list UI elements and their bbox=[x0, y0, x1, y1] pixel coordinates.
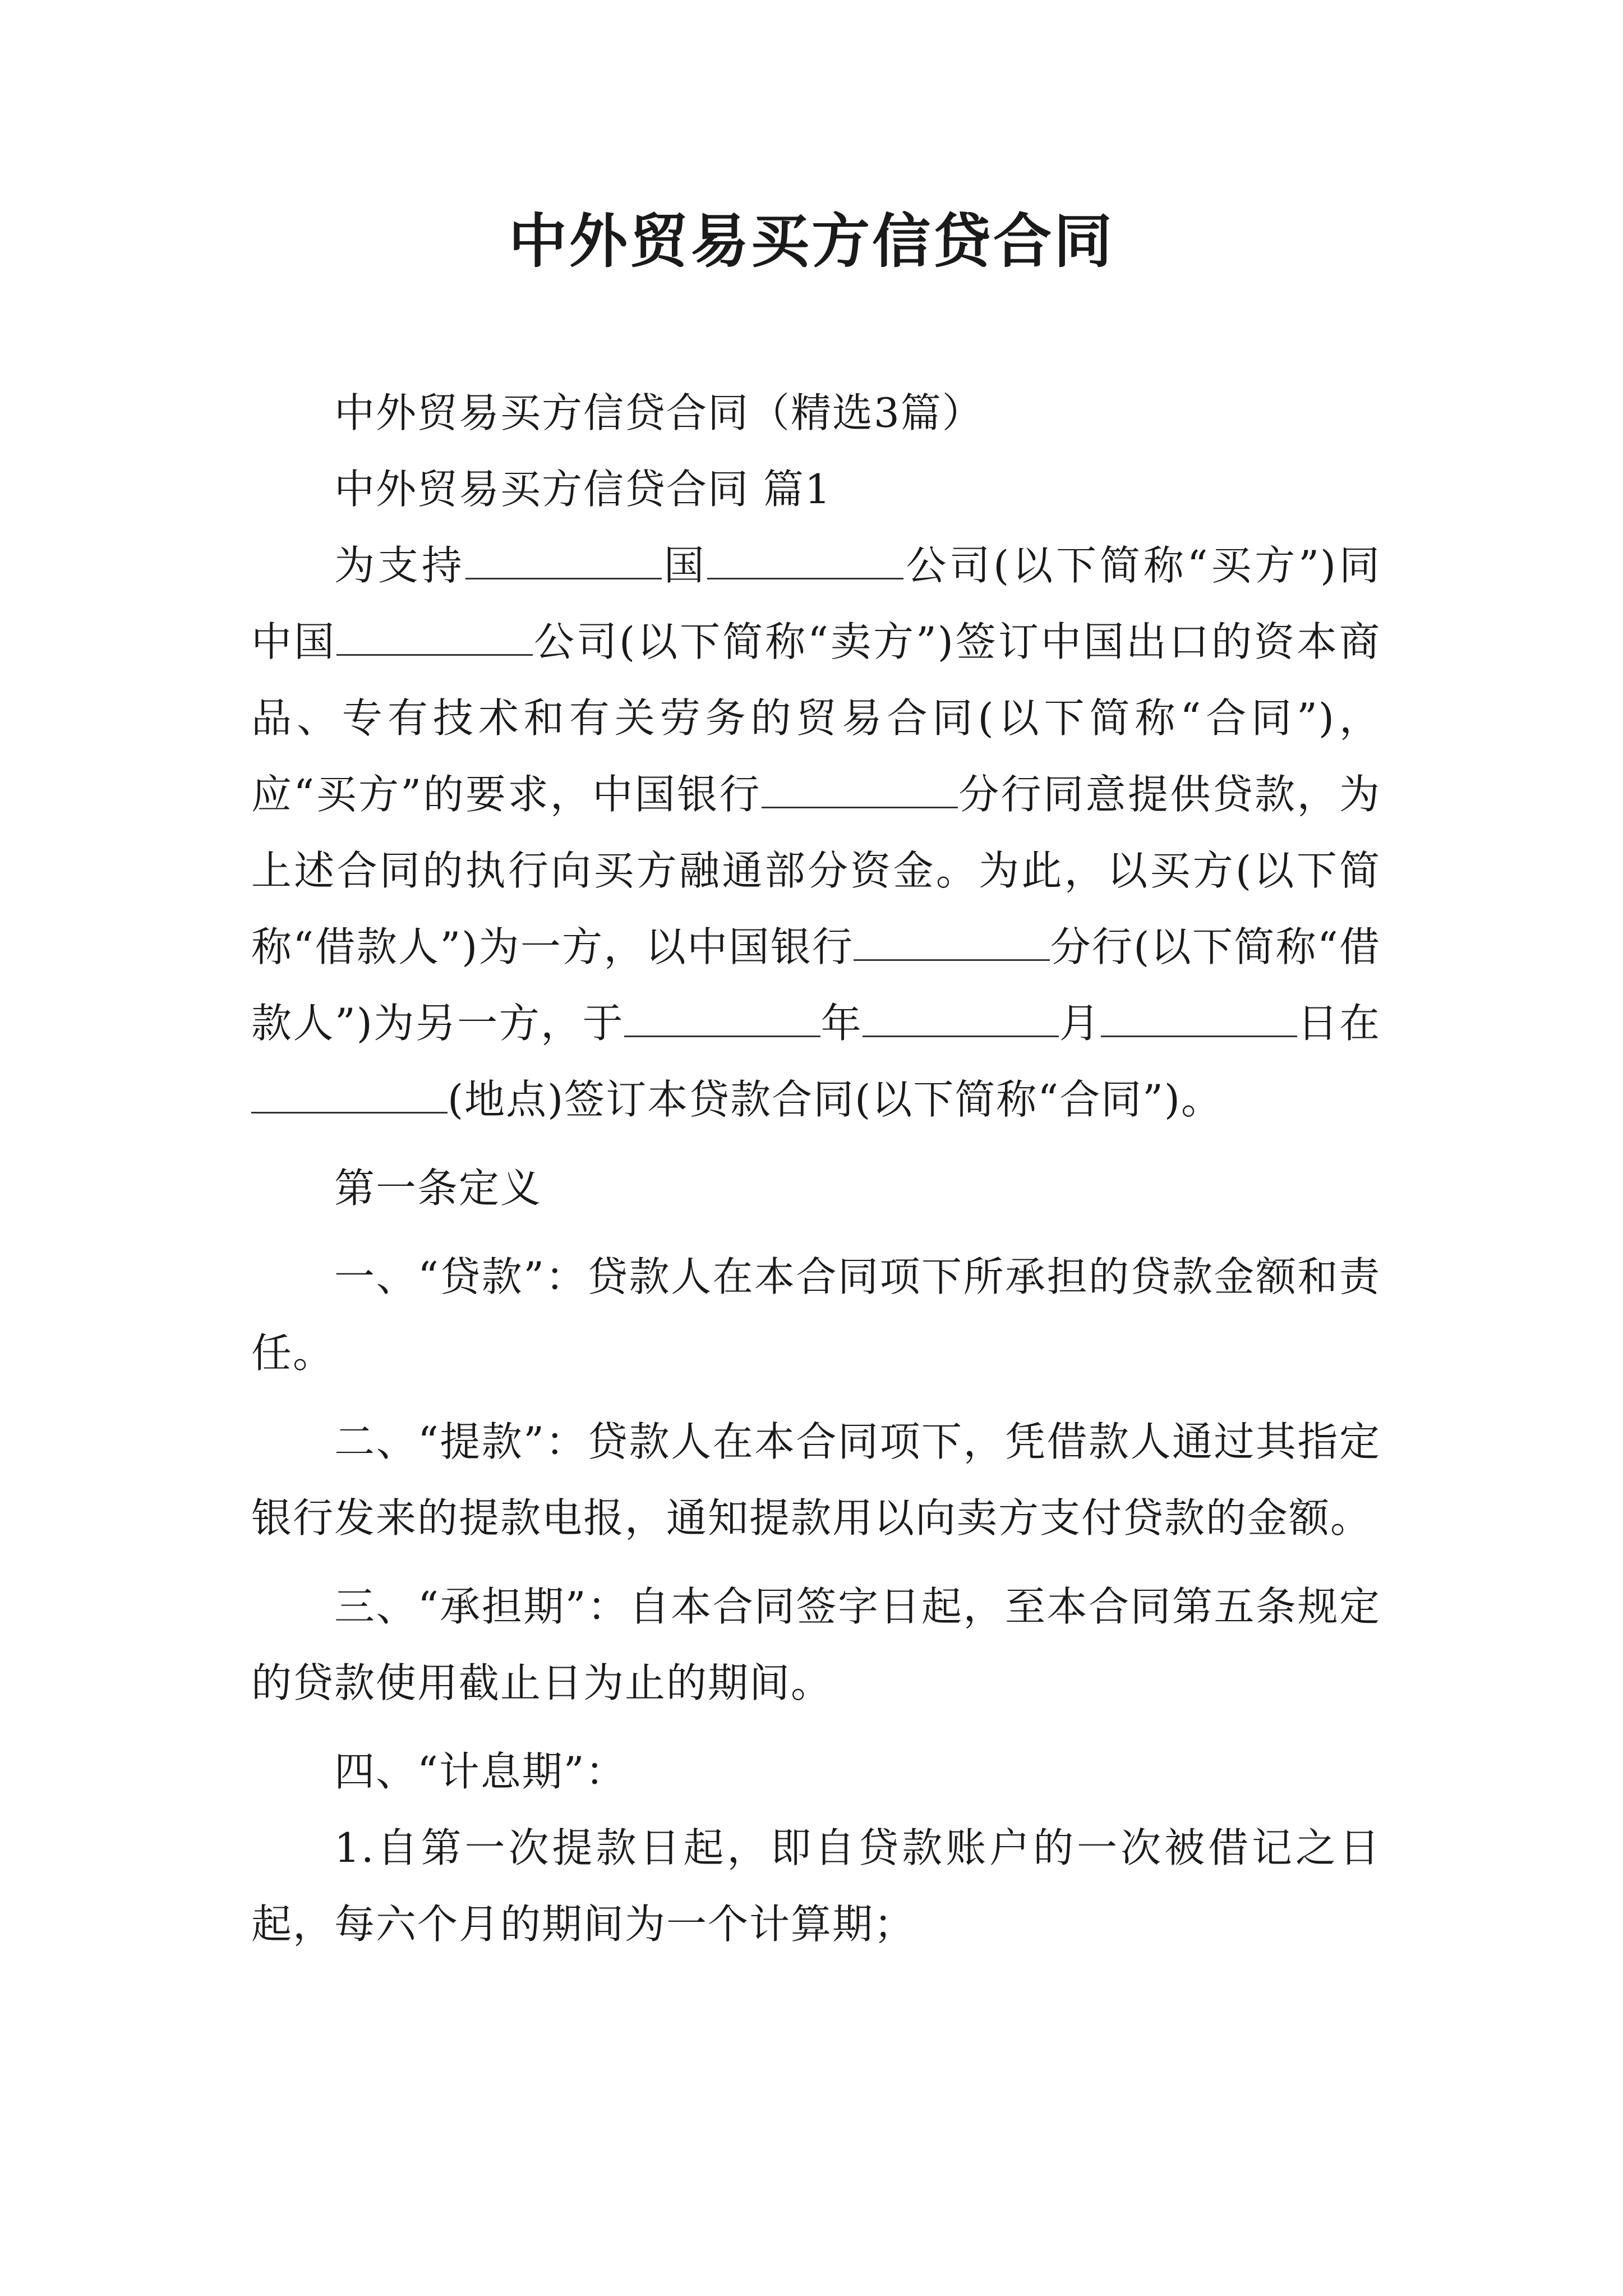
definition-item-commitment-period: 三、“承担期”：自本合同签字日起，至本合同第五条规定的贷款使用截止日为止的期间。 bbox=[251, 1583, 1381, 1706]
intro-text-4: 公司(以下简称“卖方”)签订中国出口的资本商品、专有技术和有关劳务的贸易合同(以下简称“合同”)，应“买方”的要求，中国银行 bbox=[251, 618, 1381, 818]
intro-paragraph bbox=[251, 527, 1381, 1138]
blank-branch-2 bbox=[854, 927, 1050, 961]
intro-text-6: 分行(以下简称“借款人”)为另一方，于 bbox=[251, 923, 1381, 1047]
blank-day bbox=[1101, 1003, 1297, 1037]
article-1-heading: 第一条定义 bbox=[334, 1165, 542, 1212]
intro-text-10: (地点)签订本贷款合同(以下简称“合同”)。 bbox=[448, 1076, 1223, 1123]
blank-place bbox=[251, 1079, 448, 1114]
blank-seller-company bbox=[336, 622, 533, 656]
blank-month bbox=[863, 1003, 1059, 1037]
intro-text-1: 为支持 bbox=[334, 542, 465, 589]
blank-year bbox=[624, 1003, 820, 1037]
intro-text-9: 日在 bbox=[1297, 1000, 1381, 1047]
intro-text-8: 月 bbox=[1059, 1000, 1101, 1047]
definition-subitem-1: 1.自第一次提款日起，即自贷款账户的一次被借记之日起，每六个月的期间为一个计算期； bbox=[251, 1824, 1381, 1948]
blank-branch-1 bbox=[762, 774, 958, 808]
intro-text-3: 公司(以下简称“买方”)同中国 bbox=[251, 542, 1381, 665]
intro-text-2: 国 bbox=[661, 542, 708, 589]
blank-country bbox=[465, 545, 662, 579]
definition-item-drawdown: 二、“提款”：贷款人在本合同项下，凭借款人通过其指定银行发来的提款电报，通知提款用以向卖方支付贷款的金额。 bbox=[251, 1418, 1381, 1542]
intro-text-5: 分行同意提供贷款，为上述合同的执行向买方融通部分资金。为此，以买方(以下简称“借款人”)为一方，以中国银行 bbox=[251, 771, 1381, 970]
definition-item-interest-period: 四、“计息期”： bbox=[334, 1748, 627, 1795]
document-title: 中外贸易买方信贷合同 bbox=[508, 206, 1114, 275]
blank-buyer-company bbox=[707, 545, 903, 579]
intro-text-7: 年 bbox=[820, 1000, 863, 1047]
section-heading: 中外贸易买方信贷合同 篇1 bbox=[334, 466, 832, 513]
definition-item-loan: 一、“贷款”：贷款人在本合同项下所承担的贷款金额和责任。 bbox=[251, 1253, 1381, 1377]
subtitle: 中外贸易买方信贷合同（精选3篇） bbox=[334, 389, 984, 436]
document-body bbox=[251, 375, 1381, 1962]
